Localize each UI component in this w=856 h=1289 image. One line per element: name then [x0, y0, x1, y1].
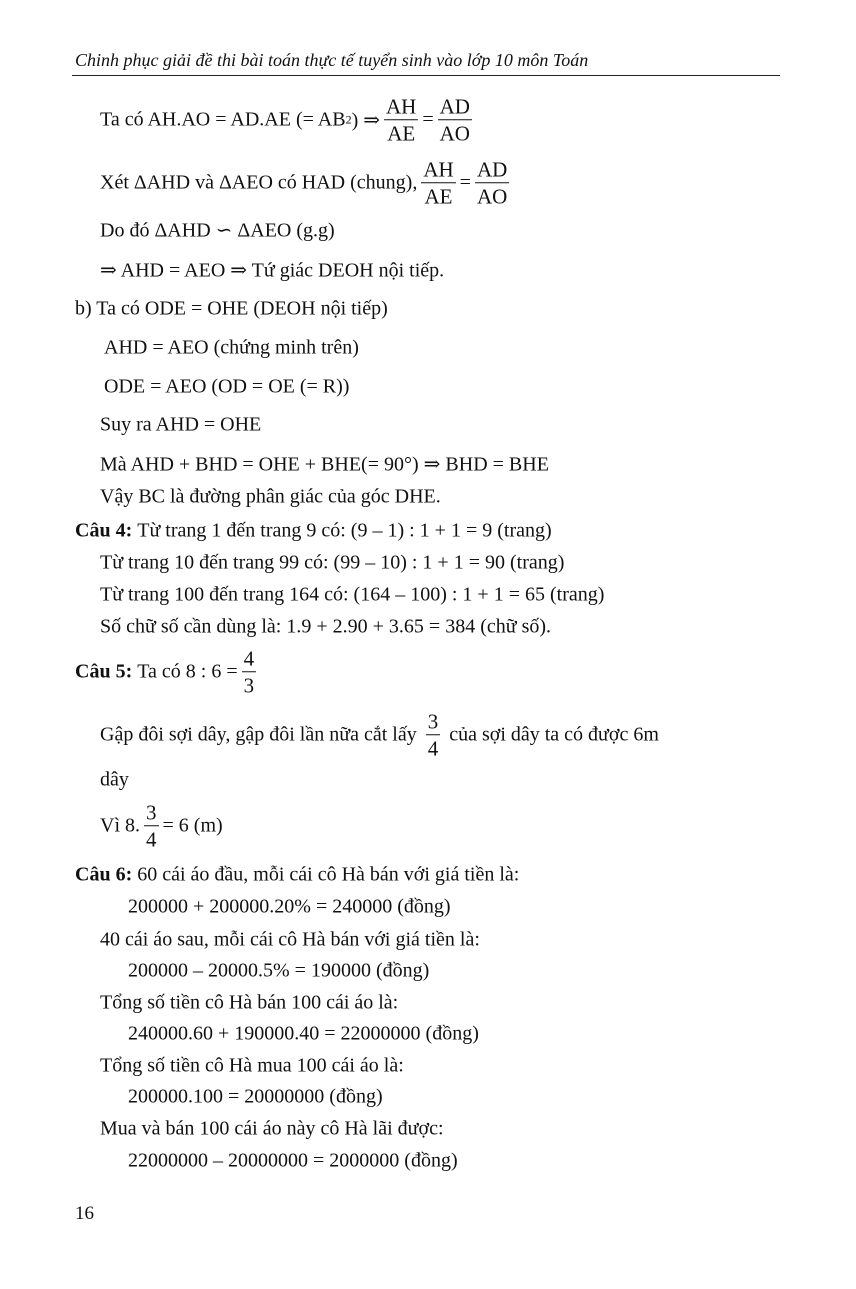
text-line: Vậy BC là đường phân giác của góc DHE.	[100, 485, 441, 508]
text-line: 22000000 – 20000000 = 2000000 (đồng)	[128, 1149, 458, 1172]
denominator: AE	[387, 121, 416, 146]
text: Ta có AH.AO = AD.AE (= AB	[100, 108, 346, 131]
text: Gập đôi sợi dây, gập đôi lần nữa cắt lấy	[100, 723, 417, 746]
page-number: 16	[75, 1203, 94, 1224]
text-line	[100, 799, 223, 853]
text-line: Do đó ΔAHD ∽ ΔAEO (g.g)	[100, 219, 335, 242]
fraction	[242, 645, 257, 699]
cau4-line	[75, 520, 552, 543]
question-label: Câu 5:	[75, 660, 133, 683]
numerator: AH	[421, 156, 455, 183]
fraction	[438, 93, 472, 147]
numerator: AD	[475, 156, 509, 183]
text-line: 40 cái áo sau, mỗi cái cô Hà bán với giá tiền là:	[100, 928, 480, 951]
question-label: Câu 4:	[75, 519, 133, 542]
text-line: b) Ta có ODE = OHE (DEOH nội tiếp)	[75, 297, 388, 320]
question-label: Câu 6:	[75, 863, 133, 886]
fraction	[426, 708, 441, 762]
running-header: Chinh phục giải đề thi bài toán thực tế tuyển sinh vào lớp 10 môn Toán	[75, 50, 589, 70]
text: Ta có 8 : 6 =	[137, 660, 238, 683]
text-line: Suy ra AHD = OHE	[100, 413, 262, 436]
header-rule	[72, 75, 780, 76]
fraction	[384, 93, 418, 147]
cau5-line	[75, 645, 260, 699]
text-line: ⇒ AHD = AEO ⇒ Tứ giác DEOH nội tiếp.	[100, 259, 445, 282]
text-line: Số chữ số cần dùng là: 1.9 + 2.90 + 3.65 = 384 (chữ số).	[100, 615, 552, 638]
text-line: 200000 + 200000.20% = 240000 (đồng)	[128, 895, 451, 918]
text: = 6 (m)	[162, 814, 223, 837]
denominator: AE	[424, 184, 453, 209]
text-line: AHD = AEO (chứng minh trên)	[104, 336, 359, 359]
numerator: 3	[426, 708, 441, 735]
denominator: AO	[439, 121, 470, 146]
line-ratio	[100, 93, 476, 147]
text-line: Mà AHD + BHD = OHE + BHE(= 90°) ⇒ BHD = BHE	[100, 453, 549, 476]
fraction	[144, 799, 159, 853]
equals: =	[422, 108, 434, 131]
numerator: AD	[438, 93, 472, 120]
fraction	[421, 156, 455, 210]
text-line: Mua và bán 100 cái áo này cô Hà lãi được:	[100, 1117, 444, 1140]
denominator: 3	[243, 673, 255, 698]
cau6-line	[75, 864, 519, 887]
text-line: 200000.100 = 20000000 (đồng)	[128, 1085, 383, 1108]
text: Vì 8.	[100, 814, 140, 837]
numerator: 3	[144, 799, 159, 826]
text: Từ trang 1 đến trang 9 có: (9 – 1) : 1 + 1 = 9 (trang)	[137, 519, 552, 542]
text-line: Tổng số tiền cô Hà bán 100 cái áo là:	[100, 991, 399, 1014]
text-line: Tổng số tiền cô Hà mua 100 cái áo là:	[100, 1054, 404, 1077]
text-line: dây	[100, 768, 129, 791]
denominator: 4	[427, 736, 439, 761]
line-consider	[100, 156, 513, 210]
numerator: AH	[384, 93, 418, 120]
fraction	[475, 156, 509, 210]
numerator: 4	[242, 645, 257, 672]
text-line	[100, 708, 659, 762]
text-line: Từ trang 10 đến trang 99 có: (99 – 10) : 1 + 1 = 90 (trang)	[100, 551, 565, 574]
denominator: AO	[476, 184, 508, 209]
text: 60 cái áo đầu, mỗi cái cô Hà bán với giá tiền là:	[137, 863, 520, 886]
text: Xét ΔAHD và ΔAEO có HAD (chung),	[100, 171, 418, 194]
text-line: Từ trang 100 đến trang 164 có: (164 – 100) : 1 + 1 = 65 (trang)	[100, 583, 605, 606]
superscript: 2	[345, 112, 352, 127]
text-line: ODE = AEO (OD = OE (= R))	[104, 375, 350, 398]
denominator: 4	[146, 827, 157, 852]
equals: =	[459, 171, 471, 194]
text: ) ⇒	[351, 109, 381, 132]
text: của sợi dây ta có được 6m	[449, 723, 659, 746]
text-line: 200000 – 20000.5% = 190000 (đồng)	[128, 959, 430, 982]
text-line: 240000.60 + 190000.40 = 22000000 (đồng)	[128, 1022, 479, 1045]
